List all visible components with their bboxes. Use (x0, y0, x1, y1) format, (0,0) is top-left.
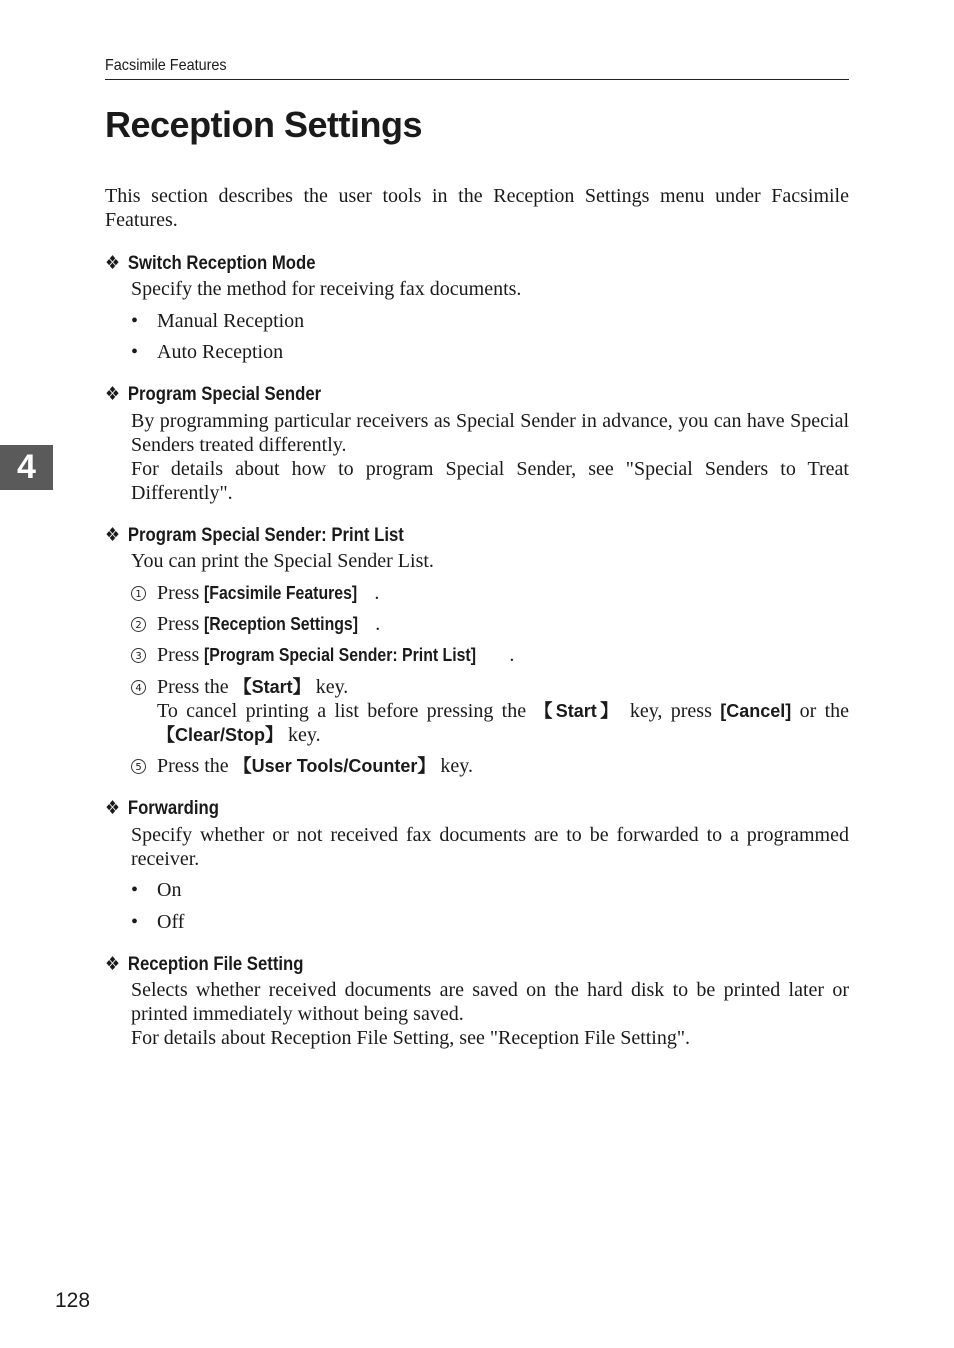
section-title: Program Special Sender: Print List (127, 525, 404, 546)
step-text-post: . (509, 644, 515, 666)
step-item (131, 581, 849, 605)
section-heading-print-list (105, 524, 404, 548)
step-text-post: key. (435, 755, 473, 777)
note-text: key, press (621, 700, 721, 722)
chapter-tab: 4 (0, 445, 53, 490)
bullet-icon: • (131, 341, 139, 363)
step-text-pre: Press the (157, 755, 234, 777)
section-title: Switch Reception Mode (127, 253, 316, 274)
list-item-text: On (157, 879, 182, 901)
section-description: You can print the Special Sender List. (131, 550, 434, 572)
page-title: Reception Settings (105, 104, 423, 145)
section-paragraph: Selects whether received documents are saved on the hard disk to be printed later or printed immediately without being saved. (131, 979, 849, 1025)
key-term: 【Start】 (534, 701, 622, 721)
list-item (131, 910, 184, 934)
step-number: 4 (131, 680, 146, 695)
ui-term: [Reception Settings] (204, 614, 359, 634)
note-text: or the (791, 700, 850, 722)
step-number: 2 (131, 617, 146, 632)
step-item (131, 643, 849, 667)
step-note (157, 699, 849, 747)
step-text-post: . (374, 582, 380, 604)
step-text-pre: Press (157, 582, 205, 604)
step-text (157, 643, 849, 667)
list-item-text: Auto Reception (157, 341, 284, 363)
step-number: 1 (131, 586, 146, 601)
step-text-post: . (375, 613, 381, 635)
section-title: Reception File Setting (127, 954, 304, 975)
list-item (131, 340, 283, 364)
section-title: Program Special Sender (127, 384, 322, 405)
diamond-bullet-icon: ❖ (105, 253, 121, 274)
list-item-text: Off (157, 911, 185, 933)
section-title: Forwarding (127, 798, 219, 819)
step-number: 3 (131, 648, 146, 663)
section-paragraph: For details about how to program Special Sender, see "Special Senders to Treat Differently". (131, 458, 849, 504)
bullet-icon: • (131, 879, 139, 901)
bullet-icon: • (131, 911, 139, 933)
note-text: key. (283, 724, 321, 746)
diamond-bullet-icon: ❖ (105, 954, 121, 975)
step-number: 5 (131, 759, 146, 774)
section-paragraph: For details about Reception File Setting, see "Reception File Setting". (131, 1027, 691, 1049)
step-text (157, 612, 849, 636)
step-text (157, 754, 849, 778)
step-text (157, 581, 849, 605)
note-text: To cancel printing a list before pressing the (157, 700, 535, 722)
step-text-pre: Press (157, 613, 205, 635)
diamond-bullet-icon: ❖ (105, 798, 121, 819)
step-text (157, 675, 849, 699)
step-item (131, 612, 849, 636)
header-rule (105, 79, 849, 80)
step-text-pre: Press the (157, 676, 234, 698)
section-heading-switch-reception-mode (105, 252, 316, 276)
list-item-text: Manual Reception (157, 310, 305, 332)
section-heading-reception-file-setting (105, 953, 303, 977)
step-item (131, 754, 849, 778)
step-item (131, 675, 849, 747)
diamond-bullet-icon: ❖ (105, 525, 121, 546)
step-text-pre: Press (157, 644, 205, 666)
diamond-bullet-icon: ❖ (105, 384, 121, 405)
section-description: Specify the method for receiving fax documents. (131, 278, 522, 300)
ui-term: [Facsimile Features] (204, 583, 358, 603)
list-item (131, 878, 181, 902)
list-item (131, 309, 304, 333)
ui-term: [Cancel] (720, 701, 792, 721)
section-heading-program-special-sender (105, 383, 321, 407)
section-description: Specify whether or not received fax documents are to be forwarded to a programmed receiver. (131, 824, 849, 870)
key-term: 【Clear/Stop】 (157, 725, 284, 745)
section-paragraph: By programming particular receivers as Special Sender in advance, you can have Special Senders treated differently. (131, 410, 849, 456)
key-term: 【User Tools/Counter】 (233, 756, 436, 776)
key-term: 【Start】 (233, 677, 311, 697)
section-heading-forwarding (105, 797, 219, 821)
intro-paragraph: This section describes the user tools in the Reception Settings menu under Facsimile Features. (105, 185, 849, 231)
step-text-post: key. (310, 676, 349, 698)
bullet-icon: • (131, 310, 139, 332)
ui-term: [Program Special Sender: Print List] (204, 645, 477, 665)
running-header: Facsimile Features (105, 57, 227, 74)
page-number: 128 (55, 1289, 91, 1312)
